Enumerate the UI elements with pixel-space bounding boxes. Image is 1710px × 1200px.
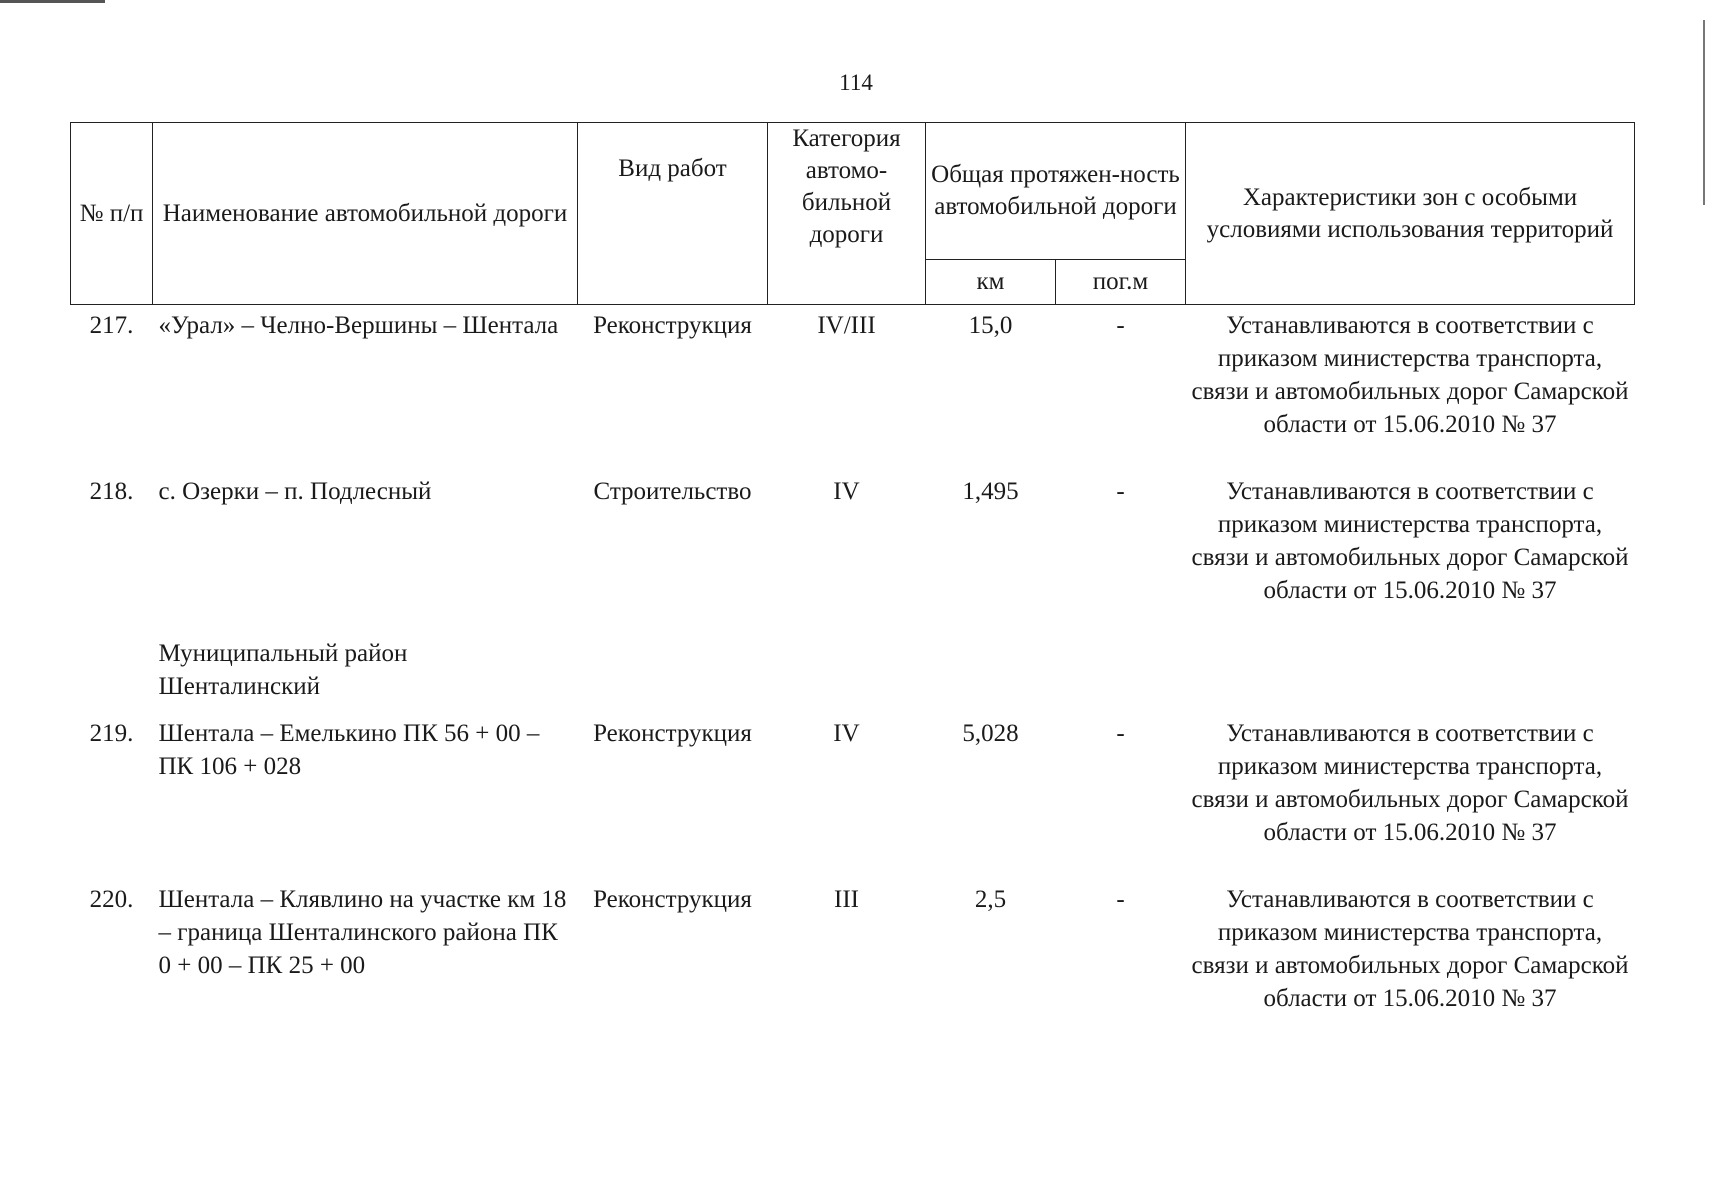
scan-edge-mark: [1703, 20, 1705, 205]
header-pm: пог.м: [1056, 260, 1186, 305]
row-number: 217.: [89, 312, 134, 339]
zone-characteristics: Устанавливаются в соответствии с приказом министерства транспорта, связи и автомобильных дорог Самарской области от 15.06.2010 № 37: [1191, 720, 1629, 846]
work-type: Реконструкция: [593, 312, 752, 339]
length-km: 5,028: [962, 720, 1019, 747]
work-type: Строительство: [593, 478, 752, 505]
length-pm: -: [1116, 478, 1125, 505]
table-row: [71, 305, 1635, 472]
header-name: Наименование автомобильной дороги: [153, 123, 578, 305]
header-num: № п/п: [71, 123, 153, 305]
header-length: Общая протяжен-ность автомобильной дороги: [926, 123, 1186, 260]
length-km: 2,5: [974, 886, 1007, 913]
road-category: IV/III: [817, 312, 876, 339]
length-pm: -: [1116, 886, 1125, 913]
length-pm: -: [1116, 312, 1125, 339]
work-type: Реконструкция: [593, 720, 752, 747]
road-name: Шентала – Емелькино ПК 56 + 00 – ПК 106 + 028: [158, 720, 540, 780]
table-row: [71, 471, 1635, 637]
row-number: 219.: [89, 720, 134, 747]
header-work-type: Вид работ: [578, 123, 768, 305]
row-number: 218.: [89, 478, 134, 505]
road-category: III: [834, 886, 859, 913]
roads-table: [70, 122, 1635, 1027]
top-rule: [0, 0, 105, 3]
table-row: [71, 879, 1635, 1027]
section-heading: Муниципальный район Шенталинский: [158, 640, 408, 700]
length-km: 1,495: [962, 478, 1019, 505]
road-name: «Урал» – Челно-Вершины – Шентала: [158, 312, 559, 339]
length-km: 15,0: [968, 312, 1013, 339]
road-name: с. Озерки – п. Подлесный: [158, 478, 432, 505]
header-category: Категория автомо-бильной дороги: [768, 123, 926, 305]
zone-characteristics: Устанавливаются в соответствии с приказом министерства транспорта, связи и автомобильных дорог Самарской области от 15.06.2010 № 37: [1191, 478, 1629, 604]
section-row: [71, 637, 1635, 713]
zone-characteristics: Устанавливаются в соответствии с приказом министерства транспорта, связи и автомобильных дорог Самарской области от 15.06.2010 № 37: [1191, 886, 1629, 1012]
zone-characteristics: Устанавливаются в соответствии с приказом министерства транспорта, связи и автомобильных дорог Самарской области от 15.06.2010 № 37: [1191, 312, 1629, 438]
header-zones: Характеристики зон с особыми условиями использования территорий: [1186, 123, 1635, 305]
row-number: 220.: [89, 886, 134, 913]
work-type: Реконструкция: [593, 886, 752, 913]
road-name: Шентала – Клявлино на участке км 18 – граница Шенталинского района ПК 0 + 00 – ПК 25 + 00: [158, 886, 567, 979]
table-row: [71, 713, 1635, 879]
page-number: 114: [839, 70, 873, 95]
road-category: IV: [833, 478, 860, 505]
road-category: IV: [833, 720, 860, 747]
header-km: км: [926, 260, 1056, 305]
length-pm: -: [1116, 720, 1125, 747]
